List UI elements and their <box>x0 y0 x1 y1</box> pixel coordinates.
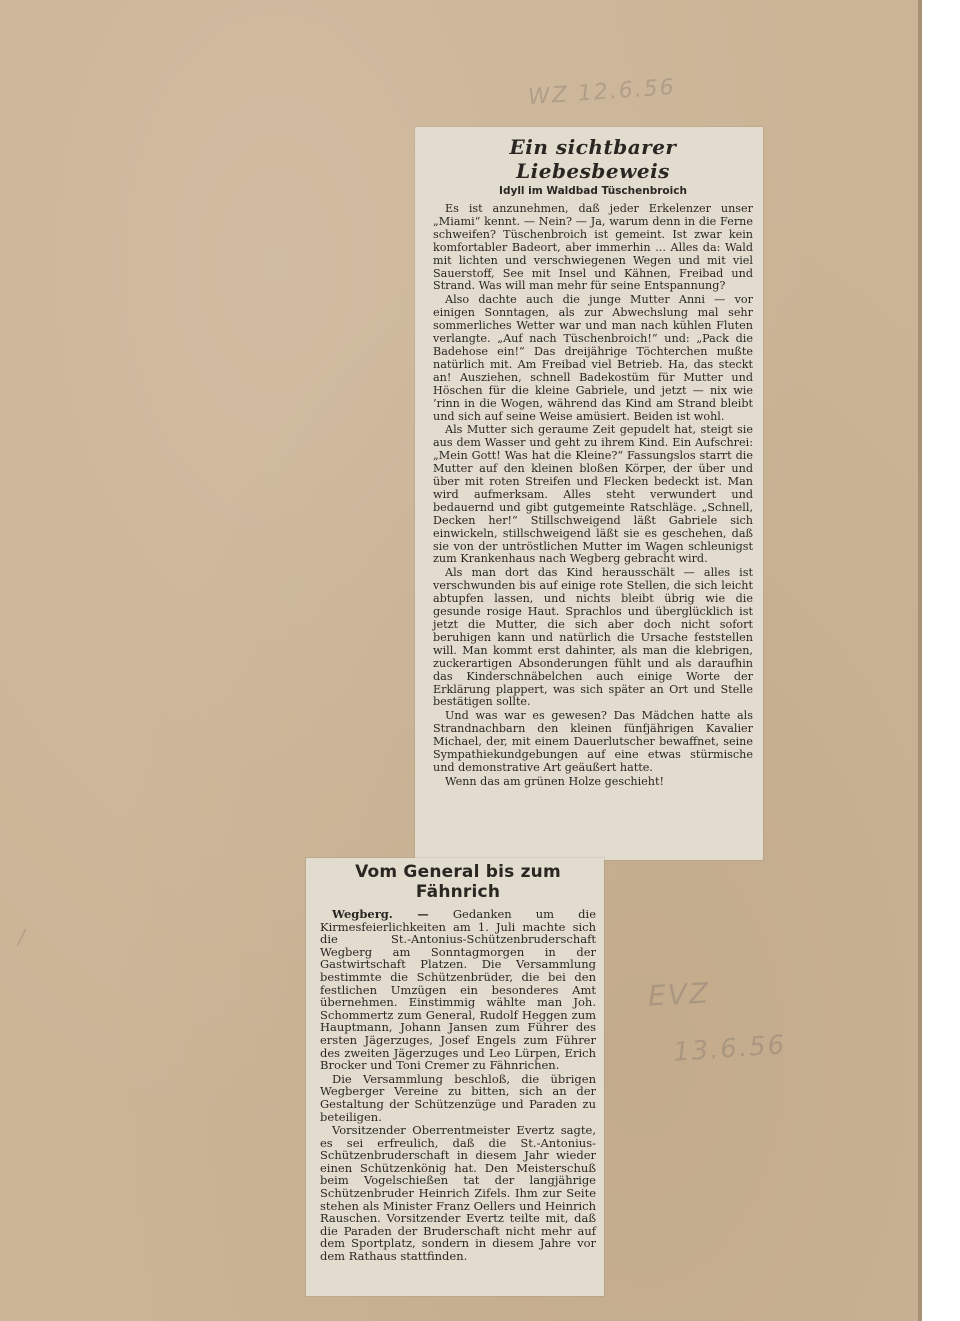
article-subtitle: Idyll im Waldbad Tüschenbroich <box>499 185 687 197</box>
handwritten-source-label: EVZ <box>647 976 711 1013</box>
article-paragraph: Vorsitzender Oberrentmeister Evertz sagte, es sei erfreulich, daß die St.-Antonius-Schützenbruderschaft in diesem Jahr wieder einen Schützenkönig hat. Den Meisterschuß beim Vogelschießen tat der langjährige Schützenbruder Heinrich Zifels. Ihm zur Seite stehen als Minister Franz Oellers und Heinrich Rauschen. Vorsitzender Evertz teilte mit, daß die Paraden der Bruderschaft nicht mehr auf dem Sportplatz, sondern in diesem Jahre vor dem Rathaus stattfinden. <box>320 1123 596 1264</box>
article-paragraph <box>320 908 596 1072</box>
newspaper-clipping-general <box>306 858 604 1296</box>
article-paragraph: Die Versammlung beschloß, die übrigen Wegberger Vereine zu bitten, sich an der Gestaltung der Schützenzüge und Paraden zu beteiligen. <box>320 1071 596 1124</box>
pen-mark: / <box>18 925 27 949</box>
article-paragraph-text: Gedanken um die Kirmesfeierlichkeiten am 1. Juli machte sich die St.-Antonius-Schützenbruderschaft Wegberg am Sonntagmorgen in der Gastwirtschaft Platzen. Die Versammlung bestimmte die Schützenbrüder, die bei den festlichen Umzügen ein besonderes Amt übernehmen. Einstimmig wählte man Joh. Schommertz zum General, Rudolf Heggen zum Hauptmann, Johann Jansen zum Führer des ersten Jägerzuges, Josef Engels zum Führer des zweiten Jägerzuges und Leo Lürpen, Erich Brocker und Toni Cremer zu Fähnrichen. <box>320 907 597 1073</box>
handwritten-date-right: 13.6.56 <box>672 1030 788 1068</box>
handwritten-date-top: WZ 12.6.56 <box>527 74 677 111</box>
article-paragraph: Wenn das am grünen Holze geschieht! <box>445 774 664 788</box>
article-paragraph: Es ist anzunehmen, daß jeder Erkelenzer unser „Miami“ kennt. — Nein? — Ja, warum denn in die Ferne schweifen? Tüschenbroich ist gemeint. Ist zwar kein komfortabler Badeort, aber immerhin ... Alles da: Wald mit lichten und verschwiegenen Wegen und mit viel Sauerstoff, See mit Insel und Kähnen, Freibad und Strand. Was will man mehr für seine Entspannung? <box>433 202 753 293</box>
article-paragraph: Und was war es gewesen? Das Mädchen hatte als Strandnachbarn den kleinen fünfjährigen Kavalier Michael, der, mit einem Dauerlutscher bewaffnet, seine Sympathiekundgebungen auf eine etwas stürmische und demonstrative Art geäußert hatte. <box>433 709 753 774</box>
article-title: Vom General bis zum Fähnrich <box>355 862 561 902</box>
newspaper-clipping-liebesbeweis <box>415 127 763 860</box>
article-paragraph: Also dachte auch die junge Mutter Anni — vor einigen Sonntagen, als zur Abwechslung mal sehr sommerliches Wetter war und man nach kühlen Fluten verlangte. „Auf nach Tüschenbroich!“ und: „Pack die Badehose ein!“ Das dreijährige Töchterchen mußte natürlich mit. Am Freibad viel Betrieb. Ha, das steckt an! Ausziehen, schnell Badekostüm für Mutter und Höschen für die kleine Gabriele, und jetzt — nix wie ’rinn in die Wogen, während das Kind am Strand bleibt und sich auf seine Weise amüsiert. Beiden ist wohl. <box>433 293 753 423</box>
dateline: Wegberg. — <box>332 907 429 921</box>
article-title: Ein sichtbarer Liebesbeweis <box>509 135 677 183</box>
article-paragraph: Als Mutter sich geraume Zeit gepudelt hat, steigt sie aus dem Wasser und geht zu ihrem Kind. Ein Aufschrei: „Mein Gott! Was hat die Kleine?“ Fassungslos starrt die Mutter auf den kleinen bloßen Körper, der über und über mit roten Streifen und Flecken bedeckt ist. Man wird aufmerksam. Alles steht verwundert und bedauernd und gibt gutgemeinte Ratschläge. „Schnell, Decken her!“ Stillschweigend läßt Gabriele sich einwickeln, stillschweigend läßt sie es geschehen, daß sie von der untröstlichen Mutter im Wagen schleunigst zum Krankenhaus nach Wegberg gebracht wird. <box>433 423 753 566</box>
page-edge <box>918 0 922 1321</box>
article-paragraph: Als man dort das Kind herausschält — alles ist verschwunden bis auf einige rote Stellen, die sich leicht abtupfen lassen, und nichts bleibt übrig wie die gesunde rosige Haut. Sprachlos und überglücklich ist jetzt die Mutter, die sich aber doch nicht sofort beruhigen kann und natürlich die Ursache feststellen will. Man kommt erst dahinter, als man die klebrigen, zuckerartigen Absonderungen fühlt und als daraufhin das Kinderschnäbelchen auch einige Worte der Erklärung plappert, was sich später an Ort und Stelle bestätigen sollte. <box>433 566 753 709</box>
